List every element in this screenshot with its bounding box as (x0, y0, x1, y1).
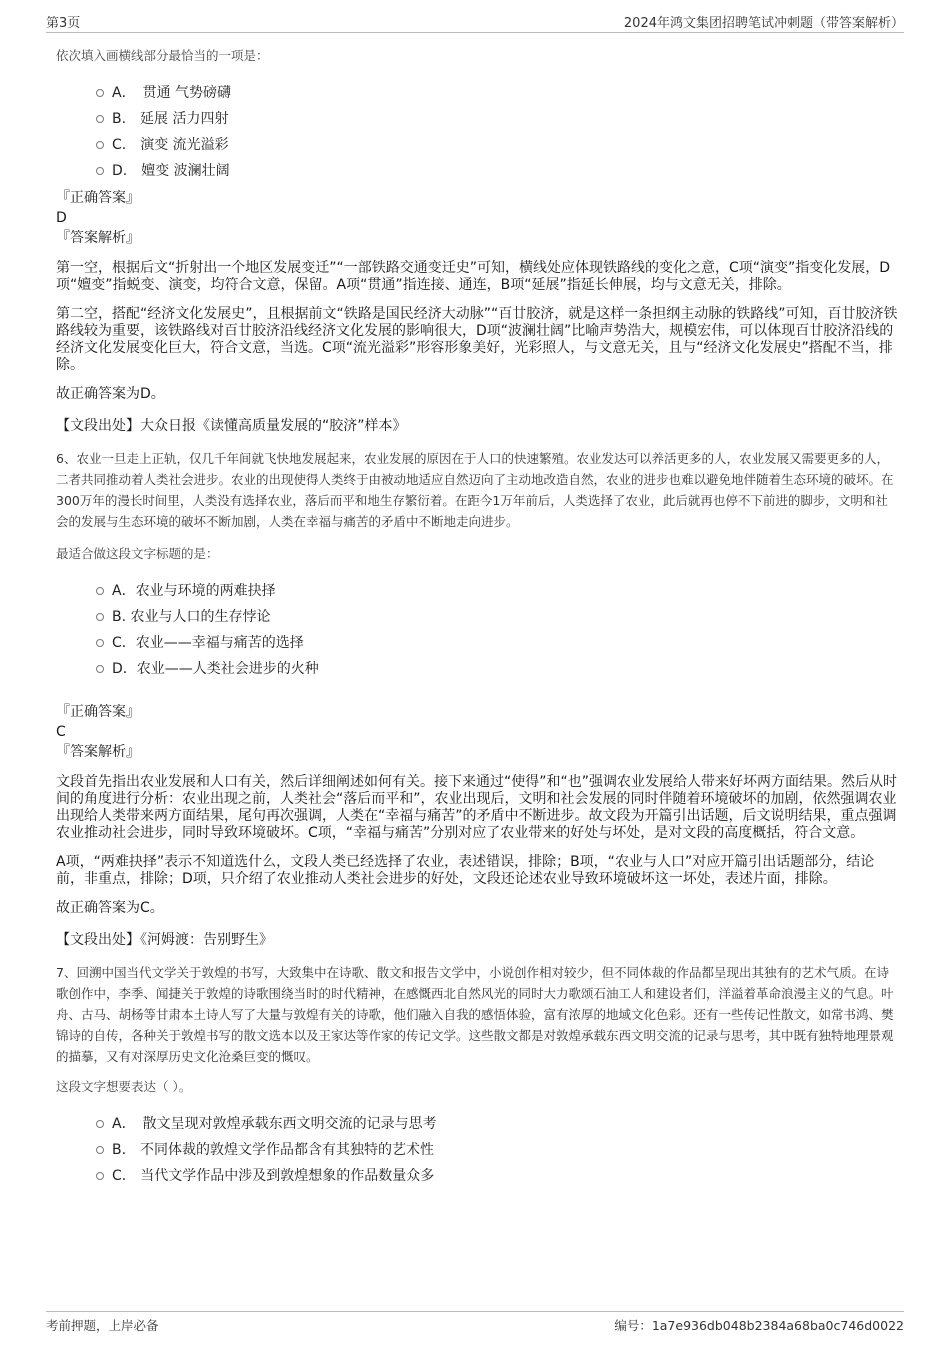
q5-prompt: 依次填入画横线部分最恰当的一项是： (56, 48, 269, 63)
page-number: 第3页 (46, 16, 81, 31)
q5-options (56, 80, 898, 184)
radio-icon[interactable] (96, 167, 104, 175)
option-label: C. 当代文学作品中涉及到敦煌想象的作品数量众多 (112, 1168, 435, 1184)
q5-answer: D (56, 210, 67, 226)
q6-analysis-2: A项，“两难抉择”表示不知道选什么，文段人类已经选择了农业，表述错误，排除；B项，“农业与人口”对应开篇引出话题部分，结论前，非重点，排除；D项，只介绍了农业推动人类社会进步的好处，文段还论述农业导致环境破坏这一坏处，表述片面，排除。 (56, 854, 875, 887)
q6-answer: C (56, 724, 66, 740)
q7-stem: 7、回溯中国当代文学关于敦煌的书写，大致集中在诗歌、散文和报告文学中，小说创作相对较少，但不同体裁的作品都呈现出其独有的艺术气质。在诗歌创作中，李季、闻捷关于敦煌的诗歌围绕当时的时代精神，在感慨西北自然风光的同时大力歌颂石油工人和建设者们，洋溢着革命浪漫主义的气息。叶舟、古马、胡杨等甘肃本土诗人写了大量与敦煌有关的诗歌，他们融入自我的感悟体验，富有浓厚的地域文化色彩。还有一些传记性散文，如常书鸿、樊锦诗的自传，各种关于敦煌书写的散文选本以及王家达等作家的传记文学。这些散文都是对敦煌承载东西文明交流的记录与思考，其中既有独特地理景观的描摹，又有对深厚历史文化沧桑巨变的慨叹。 (56, 965, 894, 1064)
q6-option-a[interactable] (96, 578, 898, 604)
q5-option-d[interactable] (96, 158, 898, 184)
option-label: B. 农业与人口的生存悖论 (112, 609, 271, 625)
option-label: D. 嬗变 波澜壮阔 (112, 163, 230, 179)
q5-option-b[interactable] (96, 106, 898, 132)
q7-option-b[interactable] (96, 1137, 898, 1163)
q7-option-a[interactable] (96, 1111, 898, 1137)
q6-prompt: 最适合做这段文字标题的是： (56, 546, 219, 561)
q6-analysis-1: 文段首先指出农业发展和人口有关，然后详细阐述如何有关。接下来通过“使得”和“也”强调农业发展给人带来好坏两方面结果。然后从时间的角度进行分析：农业出现之前，人类社会“落后而平和”，农业出现后，文明和社会发展的同时伴随着环境破坏的加剧，依然强调农业出现给人类带来两方面结果，尾句再次强调，人类在“幸福与痛苦”的矛盾中不断进步。故文段为开篇引出话题，后文说明结果，重点强调农业推动社会进步，同时导致环境破坏。C项，“幸福与痛苦”分别对应了农业带来的好处与坏处，是对文段的高度概括，符合文意。 (56, 774, 898, 841)
radio-icon[interactable] (96, 1120, 104, 1128)
q6-conclusion: 故正确答案为C。 (56, 900, 164, 916)
page-header (46, 12, 904, 33)
q6-options (56, 578, 898, 682)
radio-icon[interactable] (96, 613, 104, 621)
radio-icon[interactable] (96, 141, 104, 149)
radio-icon[interactable] (96, 639, 104, 647)
q5-answer-label: 『正确答案』 (56, 190, 140, 206)
q6-analysis-label: 『答案解析』 (56, 744, 140, 760)
footer-slogan: 考前押题，上岸必备 (46, 1318, 159, 1333)
radio-icon[interactable] (96, 89, 104, 97)
option-label: A． 散文呈现对敦煌承载东西文明交流的记录与思考 (112, 1116, 437, 1132)
option-label: D．农业——人类社会进步的火种 (112, 661, 319, 677)
radio-icon[interactable] (96, 665, 104, 673)
q5-option-a[interactable] (96, 80, 898, 106)
radio-icon[interactable] (96, 1146, 104, 1154)
option-label: B. 延展 活力四射 (112, 111, 229, 127)
option-label: C．农业——幸福与痛苦的选择 (112, 635, 304, 651)
q7-prompt: 这段文字想要表达（ ）。 (56, 1079, 192, 1094)
q5-analysis-label: 『答案解析』 (56, 230, 140, 246)
q5-analysis-1: 第一空，根据后文“折射出一个地区发展变迁”“一部铁路交通变迁史”可知，横线处应体现铁路线的变化之意，C项“演变”指变化发展，D项“嬗变”指蜕变、演变，均符合文意，保留。A项“贯通”指连接、通连，B项“延展”指延长伸展，均与文意无关，排除。 (56, 260, 891, 293)
q6-option-c[interactable] (96, 630, 898, 656)
q6-answer-label: 『正确答案』 (56, 704, 140, 720)
q5-conclusion: 故正确答案为D。 (56, 386, 165, 402)
document-id: 编号：1a7e936db048b2384a68ba0c746d0022 (614, 1318, 904, 1333)
q6-source: 【文段出处】《河姆渡：告别野生》 (56, 932, 273, 948)
document-title: 2024年鸿文集团招聘笔试冲刺题（带答案解析） (623, 16, 904, 31)
option-label: C. 演变 流光溢彩 (112, 137, 229, 153)
q7-options (56, 1111, 898, 1189)
q5-source: 【文段出处】大众日报《读懂高质量发展的“胶济”样本》 (56, 418, 407, 434)
radio-icon[interactable] (96, 587, 104, 595)
radio-icon[interactable] (96, 115, 104, 123)
page-footer (46, 1311, 904, 1335)
q6-option-d[interactable] (96, 656, 898, 682)
q6-option-b[interactable] (96, 604, 898, 630)
page-content (56, 40, 898, 1189)
q7-option-c[interactable] (96, 1163, 898, 1189)
q5-analysis-2: 第二空，搭配“经济文化发展史”，且根据前文“铁路是国民经济大动脉”“百廿胶济，就是这样一条担纲主动脉的铁路线”可知，百廿胶济铁路线较为重要，该铁路线对百廿胶济沿线经济文化发展的影响很大，D项“波澜壮阔”比喻声势浩大，规模宏伟，可以体现百廿胶济沿线的经济文化发展变化巨大，符合文意，当选。C项“流光溢彩”形容形象美好，光彩照人，与文意无关，且与“经济文化发展史”搭配不当，排除。 (56, 306, 898, 373)
q5-option-c[interactable] (96, 132, 898, 158)
q6-stem: 6、农业一旦走上正轨，仅几千年间就飞快地发展起来，农业发展的原因在于人口的快速繁殖。农业发达可以养活更多的人，农业发展又需要更多的人，二者共同推动着人类社会进步。农业的出现使得人类终于由被动地适应自然迈向了主动地改造自然，农业的进步也难以避免地伴随着生态环境的破坏。在300万年的漫长时间里，人类没有选择农业，落后而平和地生存繁衍着。在距今1万年前后，人类选择了农业，此后就再也停不下前进的脚步，文明和社会的发展与生态环境的破坏不断加剧，人类在幸福与痛苦的矛盾中不断地走向进步。 (56, 451, 894, 529)
option-label: A．农业与环境的两难抉择 (112, 583, 276, 599)
option-label: B. 不同体裁的敦煌文学作品都含有其独特的艺术性 (112, 1142, 435, 1158)
radio-icon[interactable] (96, 1172, 104, 1180)
option-label: A． 贯通 气势磅礴 (112, 85, 232, 101)
